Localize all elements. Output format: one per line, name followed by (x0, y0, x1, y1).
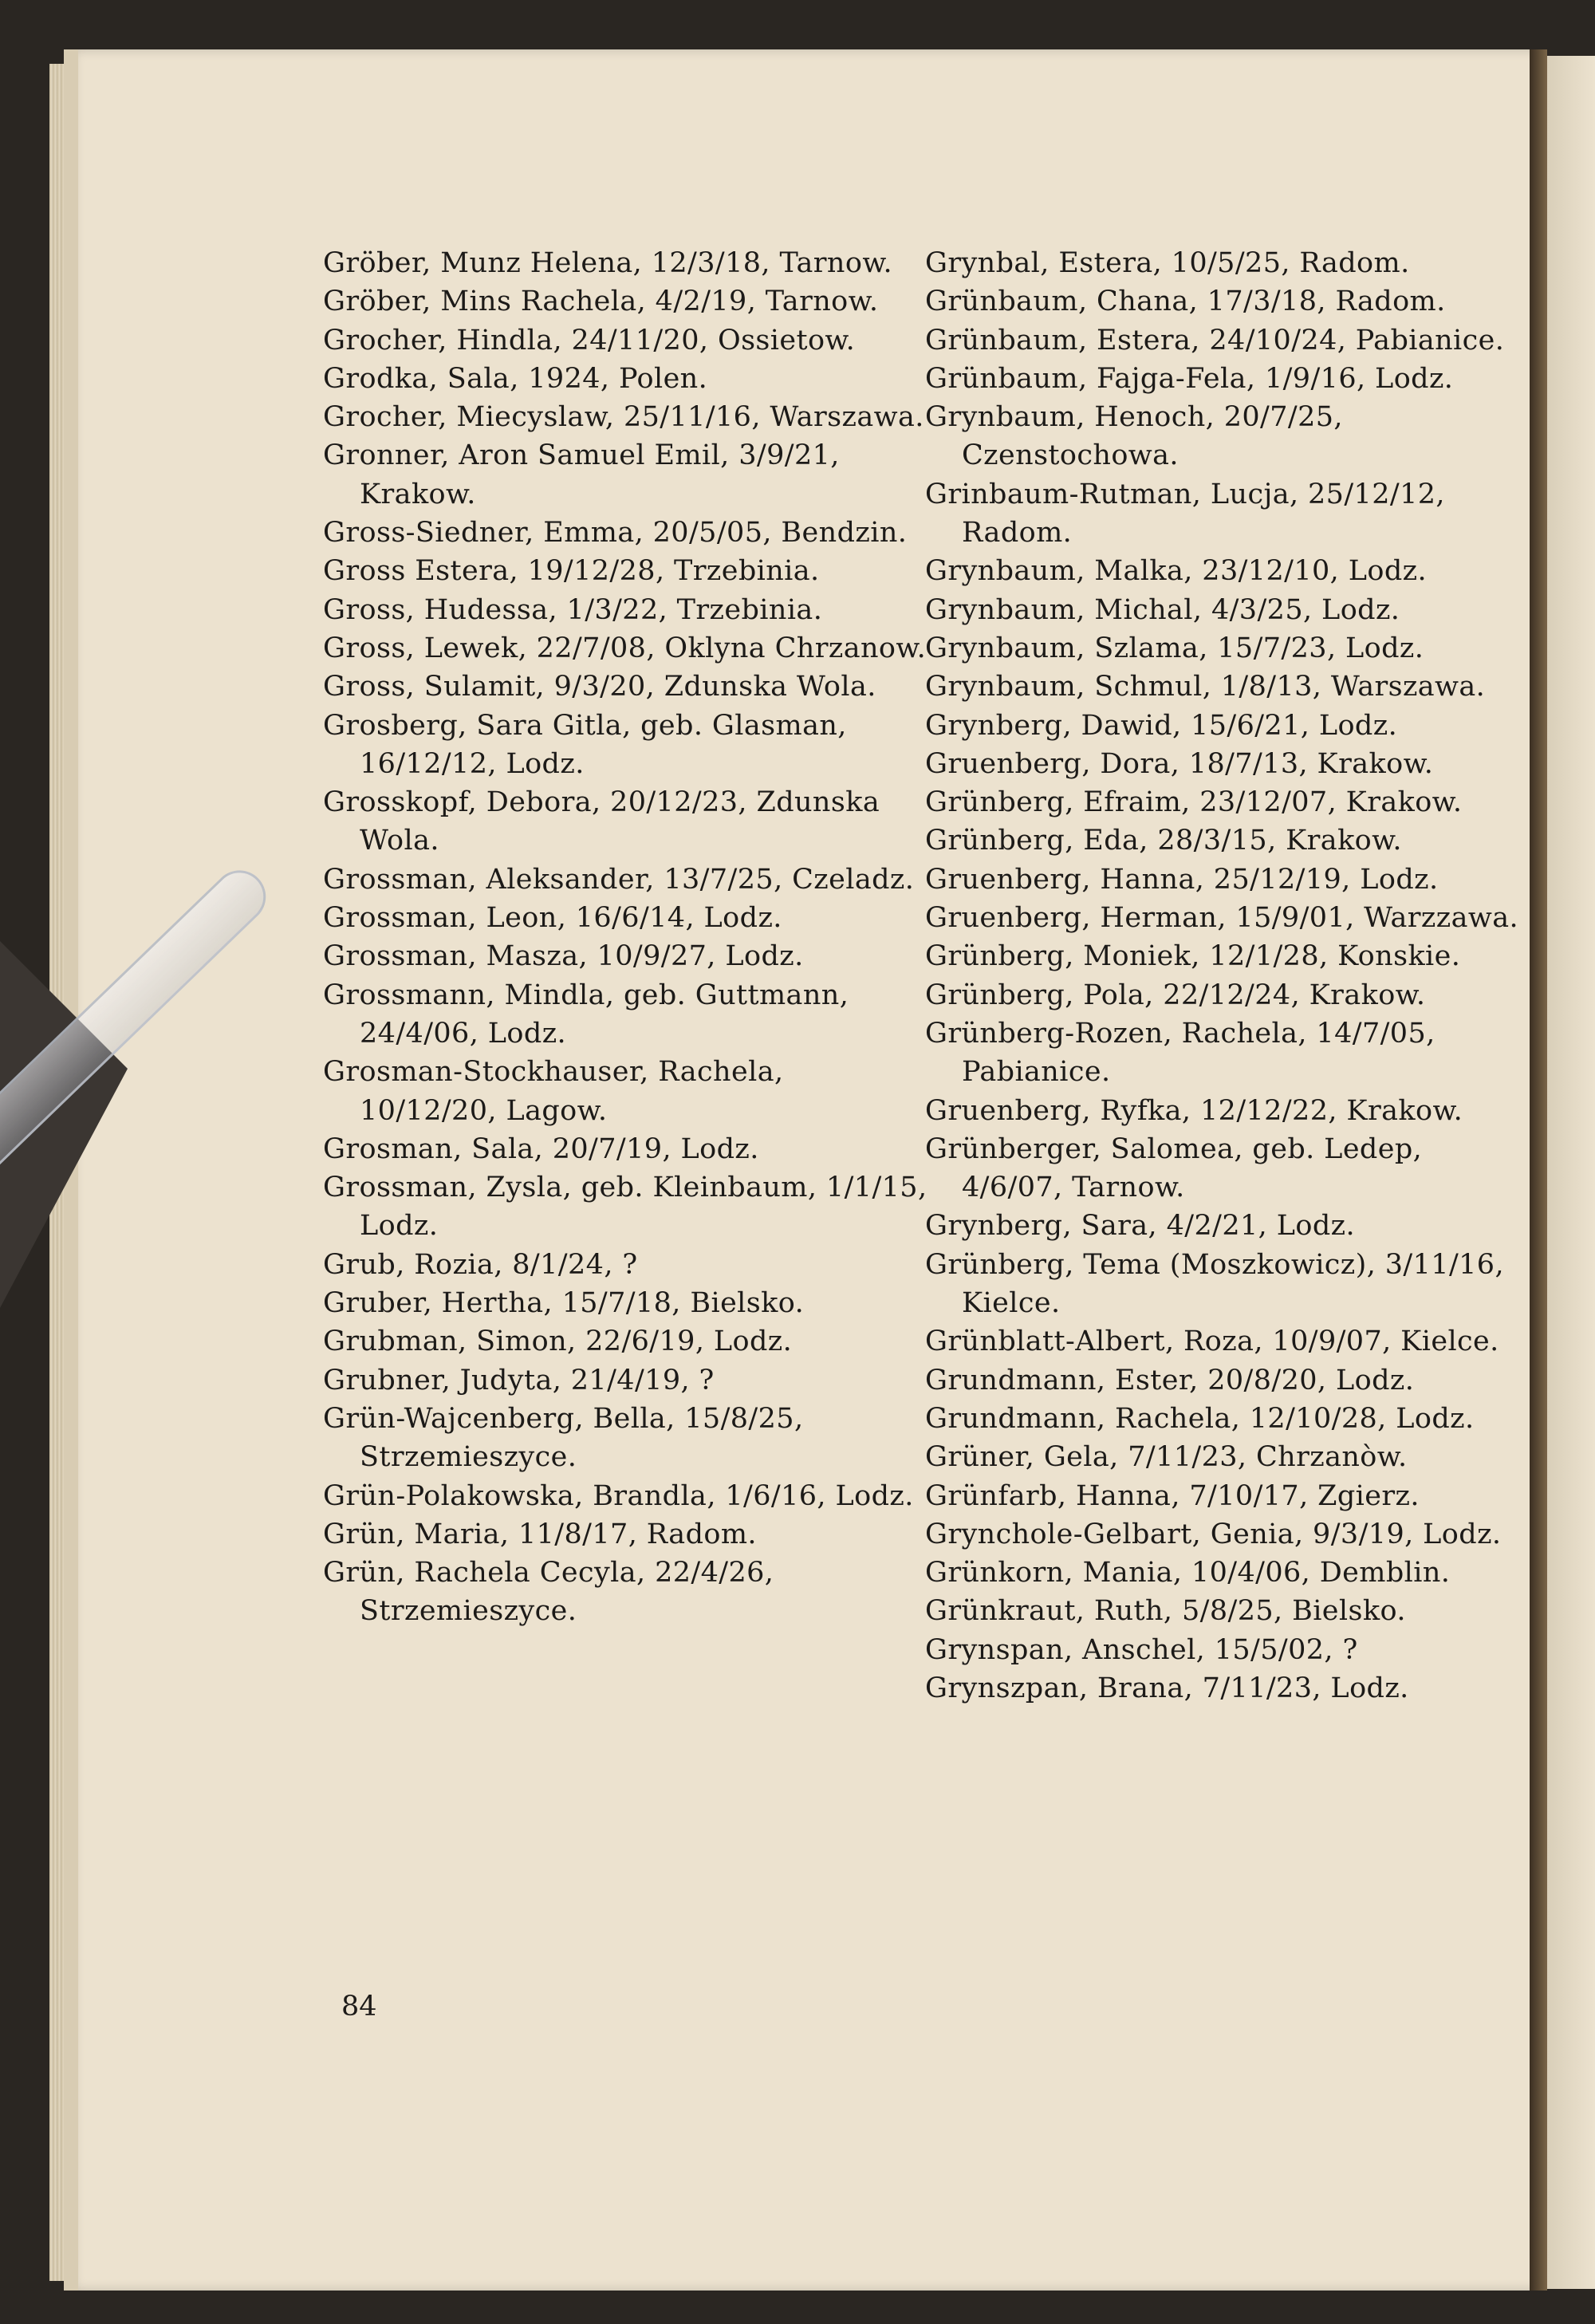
list-item: Grundmann, Ester, 20/8/20, Lodz. (925, 1364, 1415, 1396)
list-item: Grünkorn, Mania, 10/4/06, Demblin. (925, 1557, 1451, 1589)
list-item: Grünbaum, Estera, 24/10/24, Pabianice. (925, 324, 1505, 356)
list-item: Gross, Sulamit, 9/3/20, Zdunska Wola. (323, 671, 876, 703)
list-item: Grossmann, Mindla, geb. Guttmann, 24/4/06, Lodz. (323, 979, 849, 1050)
list-item: Gruenberg, Ryfka, 12/12/22, Krakow. (925, 1094, 1463, 1127)
list-item: Grün-Polakowska, Brandla, 1/6/16, Lodz. (323, 1479, 914, 1512)
list-item: Grocher, Hindla, 24/11/20, Ossietow. (323, 324, 856, 356)
book-gutter (1530, 49, 1547, 2291)
list-item: Grundmann, Rachela, 12/10/28, Lodz. (925, 1402, 1475, 1435)
list-item: Grynbaum, Michal, 4/3/25, Lodz. (925, 593, 1400, 626)
list-item: Grynberg, Dawid, 15/6/21, Lodz. (925, 709, 1398, 742)
list-item: Grynbaum, Szlama, 15/7/23, Lodz. (925, 632, 1424, 664)
next-page-edge (1547, 56, 1595, 2289)
list-item: Grynberg, Sara, 4/2/21, Lodz. (925, 1210, 1355, 1243)
list-item: Gross, Lewek, 22/7/08, Oklyna Chrzanow. (323, 632, 927, 664)
list-item: Grynspan, Anschel, 15/5/02, ? (925, 1633, 1358, 1666)
list-item: Grossman, Masza, 10/9/27, Lodz. (323, 940, 804, 973)
list-item: Gruenberg, Herman, 15/9/01, Warzzawa. (925, 902, 1519, 935)
list-item: Grodka, Sala, 1924, Polen. (323, 362, 708, 395)
list-item: Grynbal, Estera, 10/5/25, Radom. (925, 247, 1410, 279)
list-item: Grünbaum, Chana, 17/3/18, Radom. (925, 286, 1446, 318)
list-item: Grünblatt-Albert, Roza, 10/9/07, Kielce. (925, 1325, 1499, 1358)
list-item: Grün-Wajcenberg, Bella, 15/8/25, Strzemieszyce. (323, 1402, 804, 1474)
list-item: Grünbaum, Fajga-Fela, 1/9/16, Lodz. (925, 362, 1454, 395)
list-item: Grünberger, Salomea, geb. Ledep, 4/6/07, Tarnow. (925, 1132, 1423, 1204)
list-item: Grünkraut, Ruth, 5/8/25, Bielsko. (925, 1595, 1406, 1628)
list-item: Gruenberg, Hanna, 25/12/19, Lodz. (925, 863, 1439, 896)
list-item: Grynbaum, Henoch, 20/7/25, Czenstochowa. (925, 401, 1343, 472)
list-item: Grubman, Simon, 22/6/19, Lodz. (323, 1325, 793, 1358)
right-column-list (925, 244, 1525, 1708)
list-item: Gröber, Munz Helena, 12/3/18, Tarnow. (323, 247, 893, 279)
list-item: Grün, Maria, 11/8/17, Radom. (323, 1518, 757, 1550)
list-item: Gross Estera, 19/12/28, Trzebinia. (323, 555, 820, 588)
list-item: Grünberg, Eda, 28/3/15, Krakow. (925, 825, 1402, 857)
list-item: Grünfarb, Hanna, 7/10/17, Zgierz. (925, 1479, 1420, 1512)
list-item: Grossman, Aleksander, 13/7/25, Czeladz. (323, 863, 915, 896)
list-item: Gross-Siedner, Emma, 20/5/05, Bendzin. (323, 517, 908, 549)
list-item: Grüner, Gela, 7/11/23, Chrzanòw. (925, 1441, 1408, 1474)
list-item: Gröber, Mins Rachela, 4/2/19, Tarnow. (323, 286, 879, 318)
list-item: Grynszpan, Brana, 7/11/23, Lodz. (925, 1672, 1409, 1704)
list-item: Grossman, Zysla, geb. Kleinbaum, 1/1/15, Lodz. (323, 1172, 927, 1243)
list-item: Grynbaum, Malka, 23/12/10, Lodz. (925, 555, 1428, 588)
list-item: Grünberg, Moniek, 12/1/28, Konskie. (925, 940, 1461, 973)
list-item: Gruber, Hertha, 15/7/18, Bielsko. (323, 1287, 805, 1320)
list-item: Gronner, Aron Samuel Emil, 3/9/21, Krakow. (323, 439, 840, 510)
list-item: Grubner, Judyta, 21/4/19, ? (323, 1364, 715, 1396)
left-column-list (323, 244, 929, 1631)
list-item: Grocher, Miecyslaw, 25/11/16, Warszawa. (323, 401, 924, 434)
list-item: Grünberg, Tema (Moszkowicz), 3/11/16, Kielce. (925, 1248, 1504, 1320)
list-item: Grünberg, Efraim, 23/12/07, Krakow. (925, 786, 1463, 819)
list-item: Grynbaum, Schmul, 1/8/13, Warszawa. (925, 671, 1486, 703)
list-item: Grosskopf, Debora, 20/12/23, Zdunska Wola. (323, 786, 880, 857)
list-item: Grünberg, Pola, 22/12/24, Krakow. (925, 979, 1426, 1011)
list-item: Grün, Rachela Cecyla, 22/4/26, Strzemieszyce. (323, 1557, 774, 1628)
page-number: 84 (341, 1991, 377, 2023)
list-item: Grossman, Leon, 16/6/14, Lodz. (323, 902, 782, 935)
list-item: Gruenberg, Dora, 18/7/13, Krakow. (925, 747, 1434, 780)
list-item: Grosman, Sala, 20/7/19, Lodz. (323, 1132, 759, 1165)
list-item: Grünberg-Rozen, Rachela, 14/7/05, Pabianice. (925, 1017, 1436, 1089)
list-item: Grosman-Stockhauser, Rachela, 10/12/20, Lagow. (323, 1056, 784, 1127)
list-item: Grosberg, Sara Gitla, geb. Glasman, 16/12/12, Lodz. (323, 709, 847, 780)
list-item: Gross, Hudessa, 1/3/22, Trzebinia. (323, 593, 823, 626)
list-item: Grynchole-Gelbart, Genia, 9/3/19, Lodz. (925, 1518, 1502, 1550)
list-item: Grub, Rozia, 8/1/24, ? (323, 1248, 638, 1281)
list-item: Grinbaum-Rutman, Lucja, 25/12/12, Radom. (925, 478, 1445, 549)
